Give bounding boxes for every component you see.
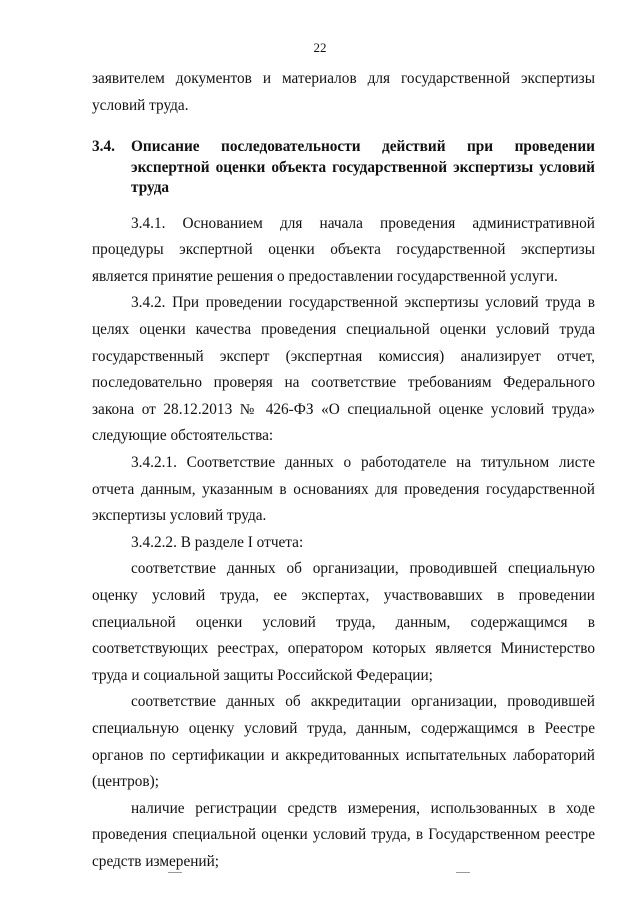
- document-body: [92, 66, 595, 876]
- paragraph-3-4-2: 3.4.2. При проведении государственной экспертизы условий труда в целях оценки качества проведения специальной оценки условий труда государственный эксперт (экспертная комиссия) анализирует отчет, последовательно проверяя на соответствие требованиям Федерального закона от 28.12.2013 № 426-ФЗ «О специальной оценке условий труда» следующие обстоятельства:: [92, 294, 595, 445]
- list-item-org-data: соответствие данных об организации, проводившей специальную оценку условий труда, ее экспертах, участвовавших в проведении специальной оценки условий труда, данным, содержащимся в соответствующих реестрах, оператором которых является Министерство труда и социальной защиты Российской Федерации;: [92, 560, 595, 684]
- section-heading-number: 3.4.: [92, 138, 115, 156]
- section-heading-text: Описание последовательности действий при проведении экспертной оценки объекта государственной экспертизы условий труда: [131, 138, 595, 197]
- scan-artifact-marks: [0, 870, 640, 876]
- section-heading: [92, 137, 595, 199]
- scan-mark: [456, 872, 470, 873]
- scan-mark: [168, 872, 182, 873]
- paragraph-3-4-1: 3.4.1. Основанием для начала проведения административной процедуры экспертной оценки объекта государственной экспертизы является принятие решения о предоставлении государственной услуги.: [92, 214, 595, 285]
- paragraph-3-4-2-1: 3.4.2.1. Соответствие данных о работодателе на титульном листе отчета данным, указанным в основаниях для проведения государственной экспертизы условий труда.: [92, 454, 595, 525]
- page-number: 22: [313, 40, 327, 55]
- list-item-accreditation: соответствие данных об аккредитации организации, проводившей специальную оценку условий труда, данным, содержащимся в Реестре органов по сертификации и аккредитованных испытательных лабораторий (центров);: [92, 693, 595, 791]
- paragraph-continuation: заявителем документов и материалов для государственной экспертизы условий труда.: [92, 70, 595, 114]
- paragraph-3-4-2-2: 3.4.2.2. В разделе I отчета:: [131, 533, 304, 551]
- list-item-measurement-registry: наличие регистрации средств измерения, использованных в ходе проведения специальной оценки условий труда, в Государственном реестре средств измерений;: [92, 799, 595, 870]
